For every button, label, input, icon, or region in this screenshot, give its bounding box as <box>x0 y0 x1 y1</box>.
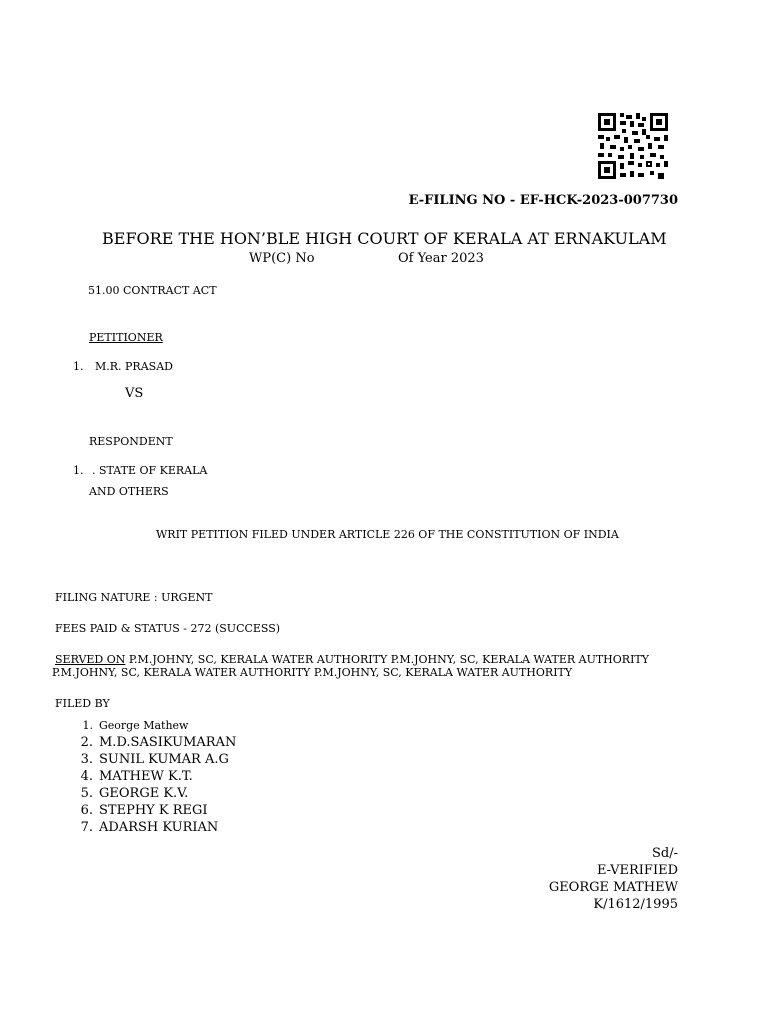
case-type: WP(C) No <box>249 251 315 266</box>
signature-sd: Sd/- <box>652 846 678 861</box>
petitioner-name: M.R. PRASAD <box>95 360 173 373</box>
efiling-number: E-FILING NO - EF-HCK-2023-007730 <box>408 193 678 208</box>
case-year: Of Year 2023 <box>398 251 484 266</box>
act-category: 51.00 CONTRACT ACT <box>88 284 217 297</box>
list-number: 3. <box>80 752 93 767</box>
served-on-text: P.M.JOHNY, SC, KERALA WATER AUTHORITY P.M.JOHNY, SC, KERALA WATER AUTHORITY P.M.JOHNY, SC, KERALA WATER AUTHORITY P.M.JOHNY, SC, KERALA WATER AUTHORITY <box>52 653 650 679</box>
respondent-name: . STATE OF KERALA <box>92 464 208 477</box>
filing-nature: FILING NATURE : URGENT <box>55 591 213 604</box>
list-item <box>72 802 236 819</box>
respondent-number: 1. <box>73 464 84 477</box>
petition-description: WRIT PETITION FILED UNDER ARTICLE 226 OF THE CONSTITUTION OF INDIA <box>156 528 619 541</box>
court-title: BEFORE THE HON’BLE HIGH COURT OF KERALA AT ERNAKULAM <box>102 229 667 248</box>
respondent-heading: RESPONDENT <box>89 435 173 448</box>
advocate-name: M.D.SASIKUMARAN <box>99 735 237 750</box>
signatory-name: GEORGE MATHEW <box>548 880 678 895</box>
list-number: 2. <box>80 735 93 750</box>
advocate-name: ADARSH KURIAN <box>99 820 219 835</box>
filed-by-heading: FILED BY <box>55 697 110 710</box>
list-item <box>72 717 236 734</box>
versus-text: VS <box>125 386 144 401</box>
list-item <box>72 785 236 802</box>
served-on-label: SERVED ON <box>55 653 126 666</box>
advocate-name: STEPHY K REGI <box>99 803 208 818</box>
list-number: 7. <box>80 820 93 835</box>
list-number: 6. <box>80 803 93 818</box>
qr-code-icon <box>598 113 668 179</box>
advocate-list <box>72 717 236 836</box>
signature-status: E-VERIFIED <box>596 863 678 878</box>
served-on-paragraph <box>52 653 692 679</box>
advocate-name: SUNIL KUMAR A.G <box>99 752 229 767</box>
list-item <box>72 768 236 785</box>
advocate-name: MATHEW K.T. <box>99 769 193 784</box>
list-item <box>72 819 236 836</box>
enrolment-number: K/1612/1995 <box>593 897 678 912</box>
list-item <box>72 734 236 751</box>
petitioner-number: 1. <box>73 360 84 373</box>
list-item <box>72 751 236 768</box>
list-number: 5. <box>80 786 93 801</box>
list-number: 4. <box>80 769 93 784</box>
respondent-others: AND OTHERS <box>89 485 169 498</box>
signature-block <box>549 845 678 913</box>
petitioner-heading: PETITIONER <box>89 331 163 344</box>
advocate-name: George Mathew <box>99 719 189 732</box>
fees-status: FEES PAID & STATUS - 272 (SUCCESS) <box>55 622 281 635</box>
advocate-name: GEORGE K.V. <box>99 786 189 801</box>
list-number: 1. <box>82 719 93 732</box>
